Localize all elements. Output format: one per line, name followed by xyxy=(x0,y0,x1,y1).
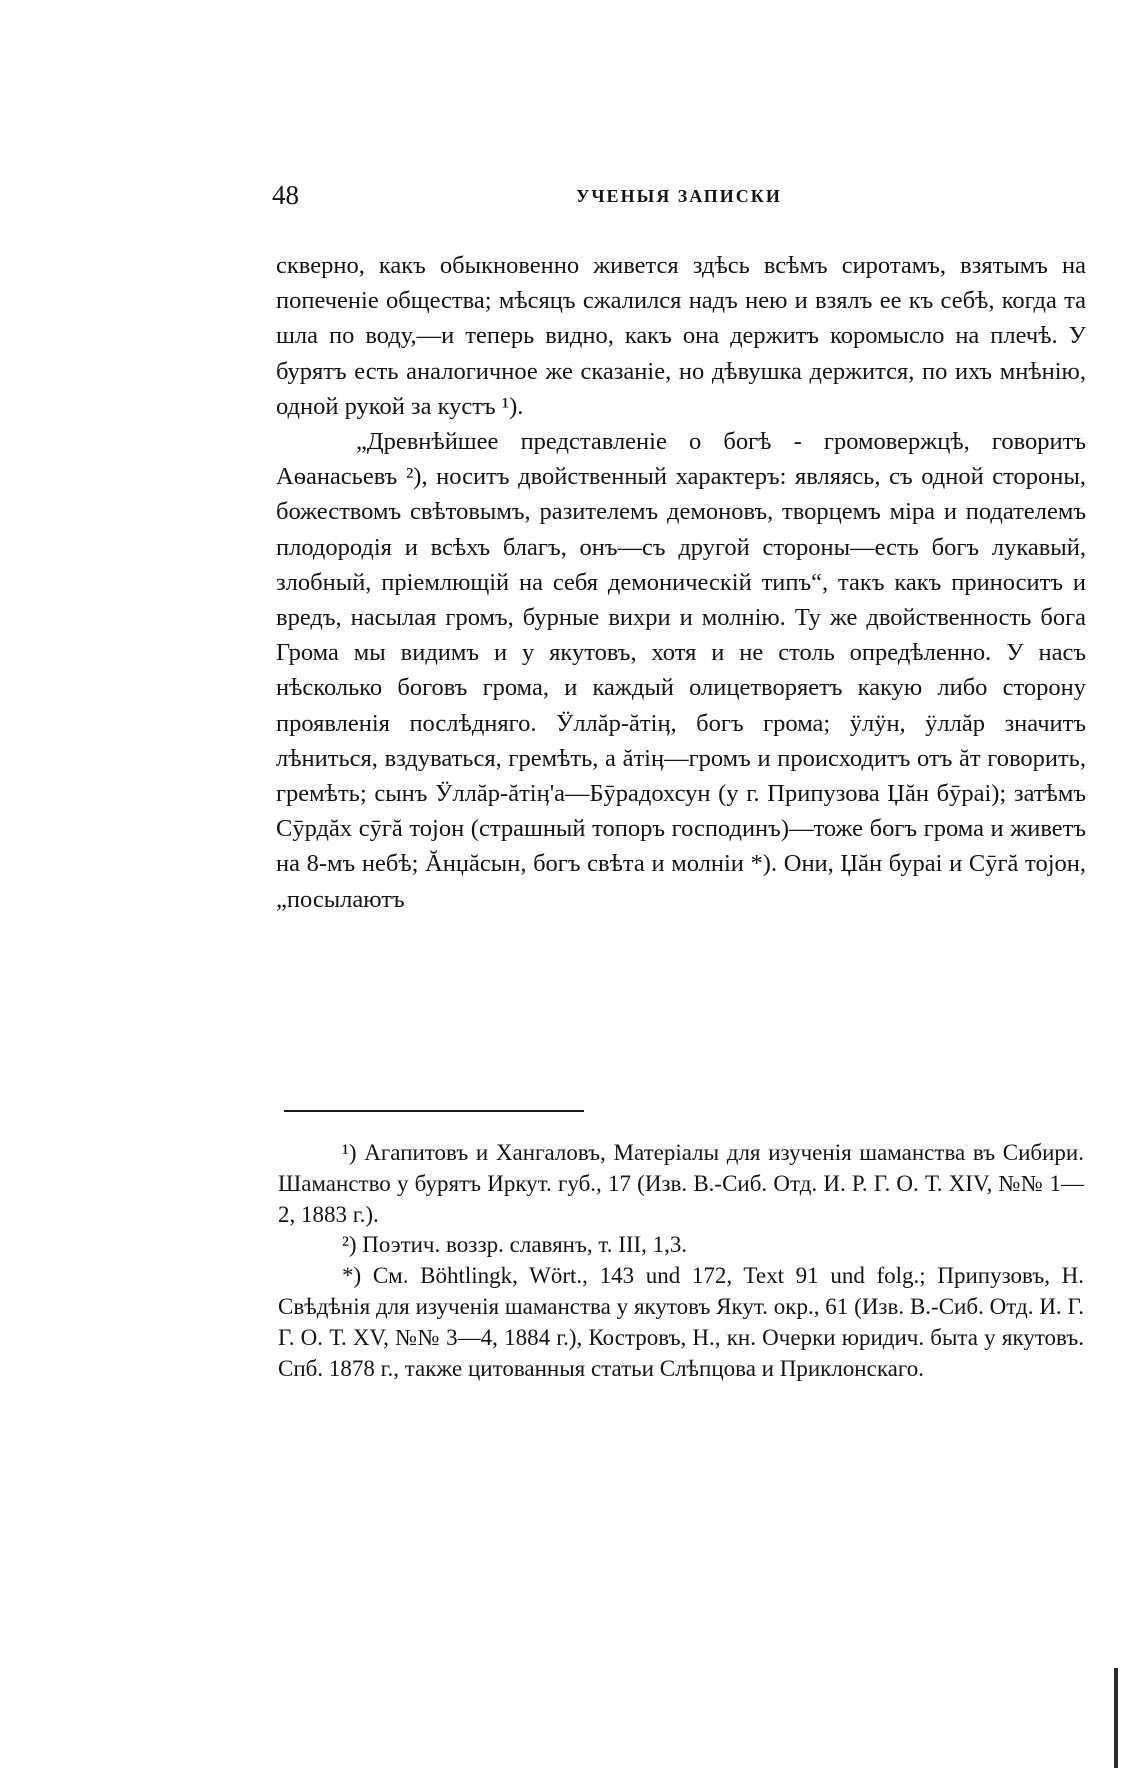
page-header xyxy=(272,180,1086,216)
footnotes xyxy=(278,1138,1084,1384)
footnote-1: ¹) Агапитовъ и Хангаловъ, Матеріалы для изученія шаманства въ Сибири. Шаманство у бурятъ Иркут. губ., 17 (Изв. В.-Сиб. Отд. И. Р. Г. О. Т. XIV, №№ 1—2, 1883 г.). xyxy=(278,1140,1084,1227)
paragraph-1: скверно, какъ обыкновенно живется здѣсь всѣмъ сиротамъ, взятымъ на попеченіе общества; мѣсяцъ сжалился надъ нею и взялъ ее къ себѣ, когда та шла по воду,—и теперь видно, какъ она держитъ коромысло на плечѣ. У бурятъ есть аналогичное же сказаніе, но дѣвушка держится, по ихъ мнѣнію, одной рукой за кустъ ¹). xyxy=(276,252,1086,420)
footnote-divider xyxy=(284,1110,584,1112)
paragraph-2: „Древнѣйшее представленіе о богѣ - громовержцѣ, говоритъ Аѳанасьевъ ²), носитъ двойственный характеръ: являясь, съ одной стороны, божествомъ свѣтовымъ, разителемъ демоновъ, творцемъ міра и подателемъ плодородія и всѣхъ благъ, онъ—съ другой стороны—есть богъ лукавый, злобный, пріемлющій на себя демоническій типъ“, такъ какъ приноситъ и вредъ, насылая громъ, бурные вихри и молнію. Ту же двойственность бога Грома мы видимъ и у якутовъ, хотя и не столь опредѣленно. У насъ нѣсколько боговъ грома, и каждый олицетворяетъ какую либо сторону проявленія послѣдняго. Ӱллăр-ăтiӊ, богъ грома; ӱлӱн, ӱллăр значитъ лѣниться, вздуваться, гремѣть, а ăтiӊ—громъ и происходитъ отъ ăт говорить, гремѣть; сынъ Ӱллăр-ăтiӊ'а—Бӯрадохсун (у г. Припузова Џăн бӯраi); затѣмъ Сӯрдăх сӯгă тоjон (страшный топоръ господинъ)—тоже богъ грома и живетъ на 8-мъ небѣ; Ăнџăсын, богъ свѣта и молніи *). Они, Џăн бураi и Сӯгă тоjон, „посылаютъ xyxy=(276,428,1086,913)
page-number: 48 xyxy=(272,180,299,210)
footnote-2: ²) Поэтич. воззр. славянъ, т. III, 1,3. xyxy=(342,1232,688,1258)
scan-edge-mark xyxy=(1114,1668,1118,1768)
main-text xyxy=(276,248,1086,917)
running-head: УЧЕНЫЯ ЗАПИСКИ xyxy=(576,186,782,206)
footnote-3: *) См. Böhtlingk, Wört., 143 und 172, Text 91 und folg.; Припузовъ, Н. Свѣдѣнія для изученія шаманства у якутовъ Якут. окр., 61 (Изв. В.-Сиб. Отд. И. Г. Г. О. Т. XV, №№ 3—4, 1884 г.), Костровъ, Н., кн. Очерки юридич. быта у якутовъ. Спб. 1878 г., также цитованныя статьи Слѣпцова и Приклонскаго. xyxy=(278,1263,1084,1381)
